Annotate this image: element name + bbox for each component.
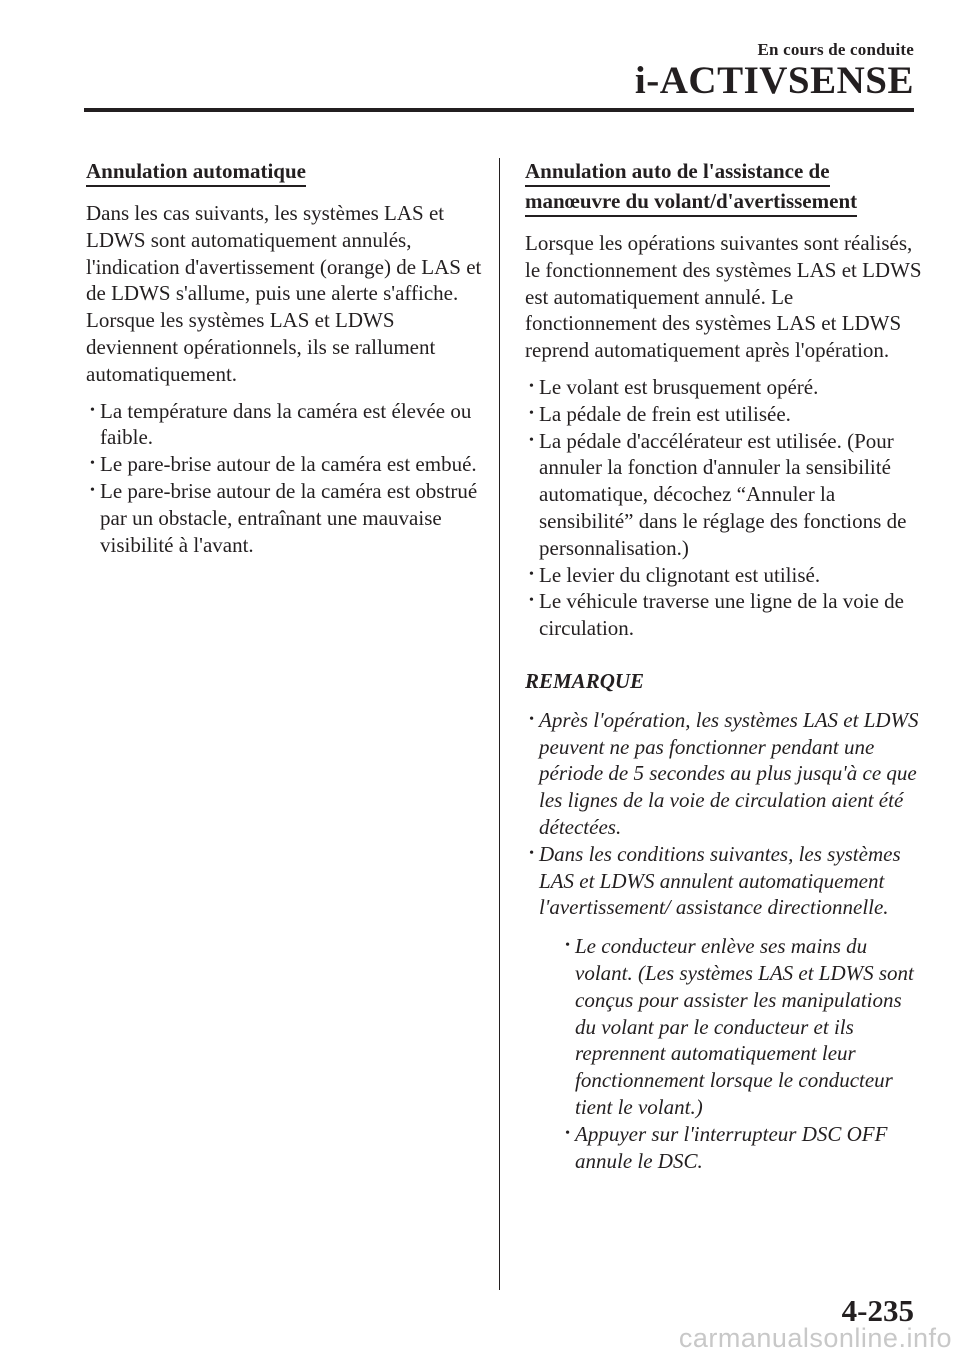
list-item-text: Le véhicule traverse une ligne de la voie de circulation. [539,589,904,641]
page-number: 4-235 [841,1293,914,1328]
header-divider [84,108,914,112]
list-item [525,588,925,642]
list-item [86,451,486,478]
list-item-text: Appuyer sur l'interrupteur DSC OFF annule le DSC. [575,1121,888,1173]
list-item [86,398,486,452]
bullet-dot-icon: • [565,938,570,954]
bullet-dot-icon: • [90,482,95,498]
section-heading-line-1: Annulation auto de l'assistance de [525,158,830,187]
bullet-dot-icon: • [529,845,534,861]
list-item-text: Après l'opération, les systèmes LAS et LDWS peuvent ne pas fonctionner pendant une période de 5 secondes au plus jusqu'à ce que les lignes de la voie de circulation aient été détectées. [539,707,919,839]
bullet-dot-icon: • [529,566,534,582]
bullet-dot-icon: • [529,378,534,394]
right-column [525,158,925,1174]
left-heading-block [86,158,486,188]
left-intro-paragraph: Dans les cas suivants, les systèmes LAS et LDWS sont automatiquement annulés, l'indication d'avertissement (orange) de LAS et de LDWS s'allume, puis une alerte s'affiche. Lorsque les systèmes LAS et LDWS deviennent opérationnels, ils se rallument automatiquement. [86,201,482,386]
watermark: carmanualsonline.info [678,1323,952,1353]
bullet-dot-icon: • [90,456,95,472]
list-item [561,1121,925,1175]
left-bullet-list [86,398,486,559]
bullet-dot-icon: • [529,711,534,727]
list-item-text: La pédale de frein est utilisée. [539,401,791,426]
column-divider [499,158,500,1290]
right-heading-block [525,158,925,218]
list-item [525,401,925,428]
list-item [525,428,925,562]
list-item-text: Dans les conditions suivantes, les systèmes LAS et LDWS annulent automatiquement l'avertissement/ assistance directionnelle. [539,841,901,920]
bullet-dot-icon: • [90,402,95,418]
list-item-text: Le pare-brise autour de la caméra est obstrué par un obstacle, entraînant une mauvaise visibilité à l'avant. [100,478,478,557]
list-item [86,478,486,558]
bullet-dot-icon: • [565,1125,570,1141]
list-item-text: Le pare-brise autour de la caméra est embué. [100,452,477,477]
list-item [525,841,925,1175]
bullet-dot-icon: • [529,593,534,609]
bullet-dot-icon: • [529,405,534,421]
bullet-dot-icon: • [529,432,534,448]
left-column [86,158,486,558]
section-heading-line-2: manœuvre du volant/d'avertissement [525,188,857,217]
note-bullet-list [525,707,925,1175]
list-item-text: Le conducteur enlève ses mains du volant. (Les systèmes LAS et LDWS sont conçus pour assister les manipulations du volant par le conducteur et ils reprennent automatiquement leur fonctionnement lorsque le conducteur tient le volant.) [575,934,914,1119]
list-item-text: La température dans la caméra est élevée ou faible. [100,398,472,450]
note-label: REMARQUE [525,668,645,693]
right-bullet-list [525,374,925,642]
chapter-title: i-ACTIVSENSE [634,59,914,102]
right-intro-paragraph: Lorsque les opérations suivantes sont réalisés, le fonctionnement des systèmes LAS et LDWS est automatiquement annulé. Le fonctionnement des systèmes LAS et LDWS reprend automatiquement après l'opération. [525,231,922,363]
section-header: En cours de conduite [757,40,914,59]
section-heading-auto-cancel: Annulation automatique [86,158,306,187]
list-item [525,562,925,589]
nested-bullet-list [539,933,925,1174]
list-item-text: La pédale d'accélérateur est utilisée. (Pour annuler la fonction d'annuler la sensibilité automatique, décochez “Annuler la sensibilité” dans le réglage des fonctions de personnalisation.) [539,428,907,560]
list-item [525,374,925,401]
list-item-text: Le volant est brusquement opéré. [539,374,819,399]
list-item [525,707,925,841]
list-item-text: Le levier du clignotant est utilisé. [539,562,821,587]
list-item [561,933,925,1121]
